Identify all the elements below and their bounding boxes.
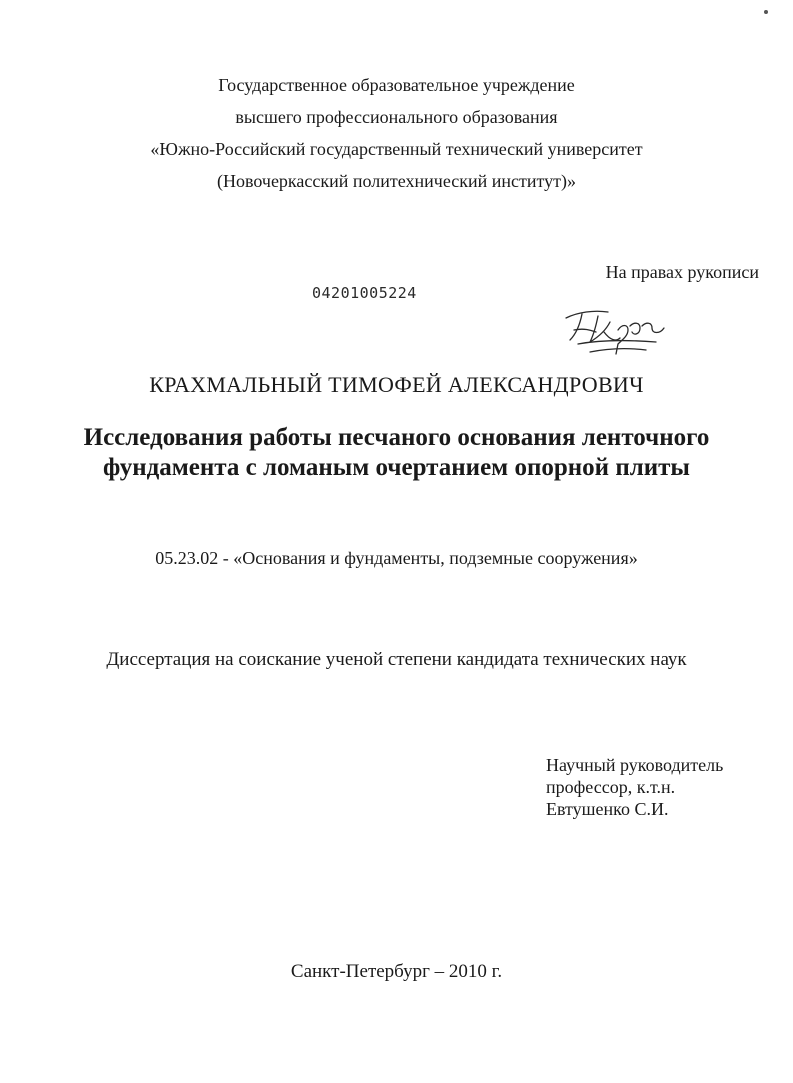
supervisor-rank: профессор, к.т.н. [546, 777, 676, 797]
archive-number: 04201005224 [312, 284, 417, 302]
supervisor-name: Евтушенко С.И. [546, 799, 669, 819]
institution-line-3: «Южно-Российский государственный технический университет [150, 139, 643, 159]
degree-statement: Диссертация на соискание ученой степени кандидата технических наук [106, 649, 687, 670]
city-year: Санкт-Петербург – 2010 г. [290, 961, 503, 982]
specialty-code: 05.23.02 - «Основания и фундаменты, подземные сооружения» [155, 548, 638, 568]
dissertation-title-line-1: Исследования работы песчаного основания ленточного [83, 424, 710, 451]
author-name: КРАХМАЛЬНЫЙ ТИМОФЕЙ АЛЕКСАНДРОВИЧ [149, 372, 644, 397]
dissertation-title-line-2: фундамента с ломаным очертанием опорной плиты [103, 454, 690, 481]
institution-line-1: Государственное образовательное учреждение [218, 75, 575, 95]
institution-line-2: высшего профессионального образования [235, 107, 558, 127]
supervisor-role: Научный руководитель [546, 755, 724, 775]
rights-note: На правах рукописи [605, 262, 759, 282]
scan-dot [764, 10, 768, 14]
author-signature [560, 300, 670, 360]
institution-line-4: (Новочеркасский политехнический институт)» [216, 171, 577, 191]
